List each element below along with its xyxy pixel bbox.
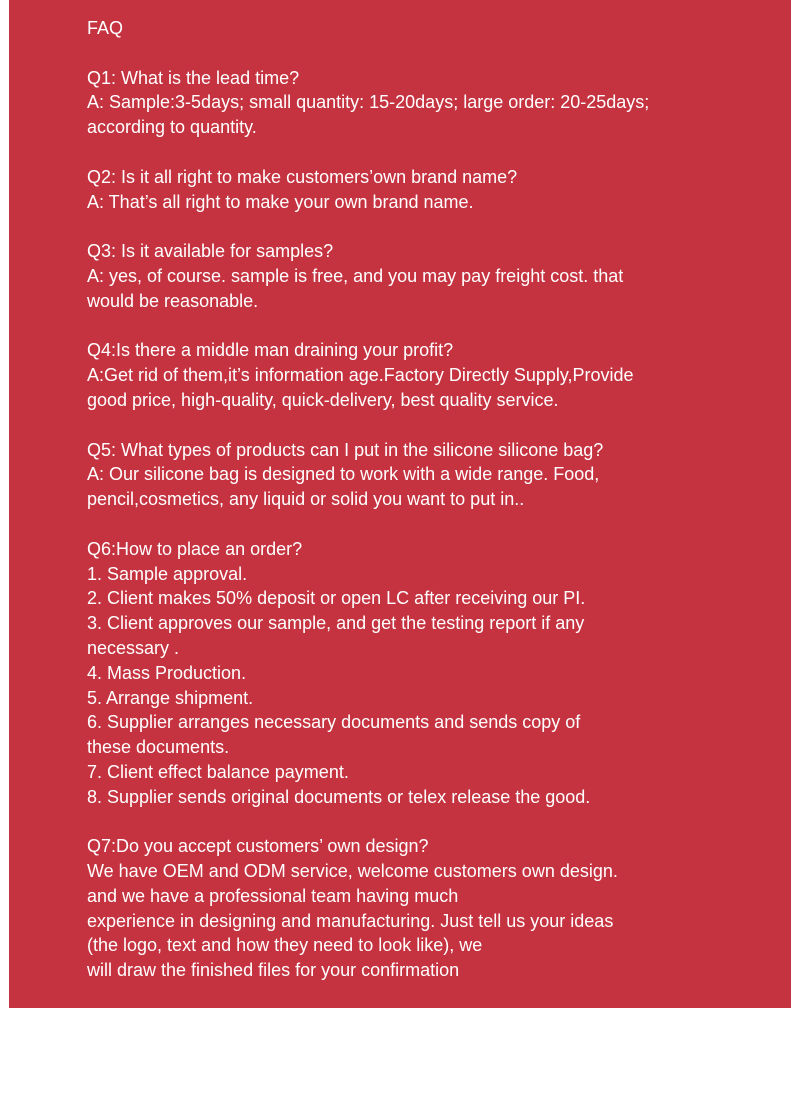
answer-line: and we have a professional team having much: [87, 885, 459, 906]
faq-title: FAQ: [87, 18, 124, 38]
question-7: Q7:Do you accept customers’ own design?: [87, 836, 429, 857]
spacer: [87, 140, 747, 165]
answer-line: 8. Supplier sends original documents or telex release the good.: [87, 786, 591, 807]
answer-line: will draw the finished files for your confirmation: [87, 960, 460, 981]
question-5: Q5: What types of products can I put in the silicone silicone bag?: [87, 439, 604, 460]
answer-line: A: Our silicone bag is designed to work with a wide range. Food,: [87, 464, 600, 485]
answer-line: We have OEM and ODM service, welcome customers own design.: [87, 861, 618, 882]
answer-line: A: Sample:3-5days; small quantity: 15-20days; large order: 20-25days;: [87, 92, 650, 113]
faq-content: [87, 16, 747, 983]
answer-line: 2. Client makes 50% deposit or open LC after receiving our PI.: [87, 588, 586, 609]
spacer: [87, 512, 747, 537]
answer-line: A:Get rid of them,it’s information age.Factory Directly Supply,Provide: [87, 365, 634, 386]
answer-line: good price, high-quality, quick-delivery, best quality service.: [87, 389, 559, 410]
answer-line: pencil,cosmetics, any liquid or solid you want to put in..: [87, 489, 525, 510]
answer-line: (the logo, text and how they need to look like), we: [87, 935, 483, 956]
faq-panel: [9, 0, 791, 1008]
answer-line: necessary .: [87, 637, 180, 658]
answer-line: would be reasonable.: [87, 290, 259, 311]
answer-line: 4. Mass Production.: [87, 662, 247, 683]
question-3: Q3: Is it available for samples?: [87, 241, 334, 262]
question-6: Q6:How to place an order?: [87, 538, 303, 559]
answer-line: 1. Sample approval.: [87, 563, 248, 584]
answer-line: A: yes, of course. sample is free, and you may pay freight cost. that: [87, 265, 624, 286]
answer-line: 5. Arrange shipment.: [87, 687, 254, 708]
answer-line: 3. Client approves our sample, and get the testing report if any: [87, 613, 585, 634]
question-1: Q1: What is the lead time?: [87, 67, 300, 88]
question-2: Q2: Is it all right to make customers’own brand name?: [87, 166, 518, 187]
answer-line: these documents.: [87, 737, 230, 758]
answer-line: A: That’s all right to make your own brand name.: [87, 191, 474, 212]
spacer: [87, 214, 747, 239]
spacer: [87, 413, 747, 438]
spacer: [87, 314, 747, 339]
answer-line: 6. Supplier arranges necessary documents and sends copy of: [87, 712, 581, 733]
answer-line: according to quantity.: [87, 117, 257, 138]
question-4: Q4:Is there a middle man draining your profit?: [87, 340, 454, 361]
spacer: [87, 41, 747, 66]
answer-line: experience in designing and manufacturing. Just tell us your ideas: [87, 910, 614, 931]
answer-line: 7. Client effect balance payment.: [87, 761, 349, 782]
spacer: [87, 810, 747, 835]
